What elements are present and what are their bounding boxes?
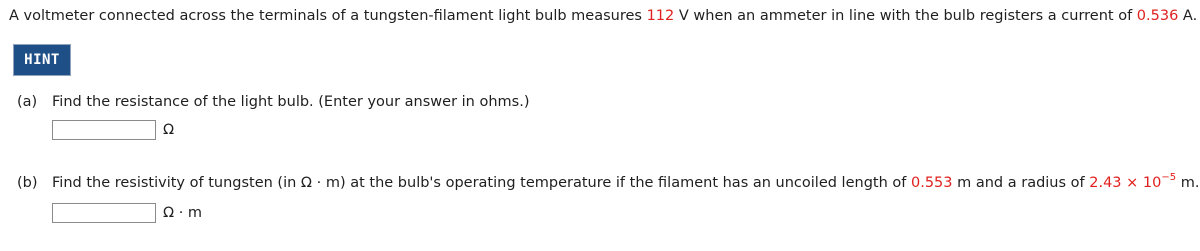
problem-statement — [9, 8, 1197, 24]
part-a-answer-row — [52, 120, 174, 140]
part-a-question — [17, 94, 529, 110]
hint-button[interactable]: HINT — [13, 44, 71, 76]
part-a-answer-input[interactable] — [52, 120, 156, 140]
voltage-value: 112 — [646, 8, 675, 24]
intro-text-3: A. — [1178, 8, 1198, 24]
part-b-question — [17, 172, 1200, 191]
part-b-label: (b) — [17, 175, 38, 191]
current-value: 0.536 — [1136, 8, 1179, 24]
part-a-label: (a) — [17, 94, 38, 110]
intro-text-1: A voltmeter connected across the terminals of a tungsten-filament light bulb measures — [9, 8, 647, 24]
part-b-unit: Ω · m — [163, 205, 203, 221]
part-b-text-2: m and a radius of — [952, 175, 1090, 191]
radius-exponent: −5 — [1161, 172, 1177, 183]
part-a-unit: Ω — [163, 122, 175, 138]
part-b-text-3: m. — [1176, 175, 1200, 191]
part-b-text-1: Find the resistivity of tungsten (in Ω · m) at the bulb's operating temperature if the filament has an uncoiled length of — [52, 175, 911, 191]
radius-value — [1089, 172, 1177, 191]
length-value: 0.553 — [910, 175, 953, 191]
intro-text-2: V when an ammeter in line with the bulb registers a current of — [674, 8, 1137, 24]
part-b-answer-input[interactable] — [52, 203, 156, 223]
part-b-answer-row — [52, 203, 202, 223]
part-a-text: Find the resistance of the light bulb. (Enter your answer in ohms.) — [52, 94, 530, 110]
radius-mantissa: 2.43 × 10 — [1089, 175, 1162, 191]
